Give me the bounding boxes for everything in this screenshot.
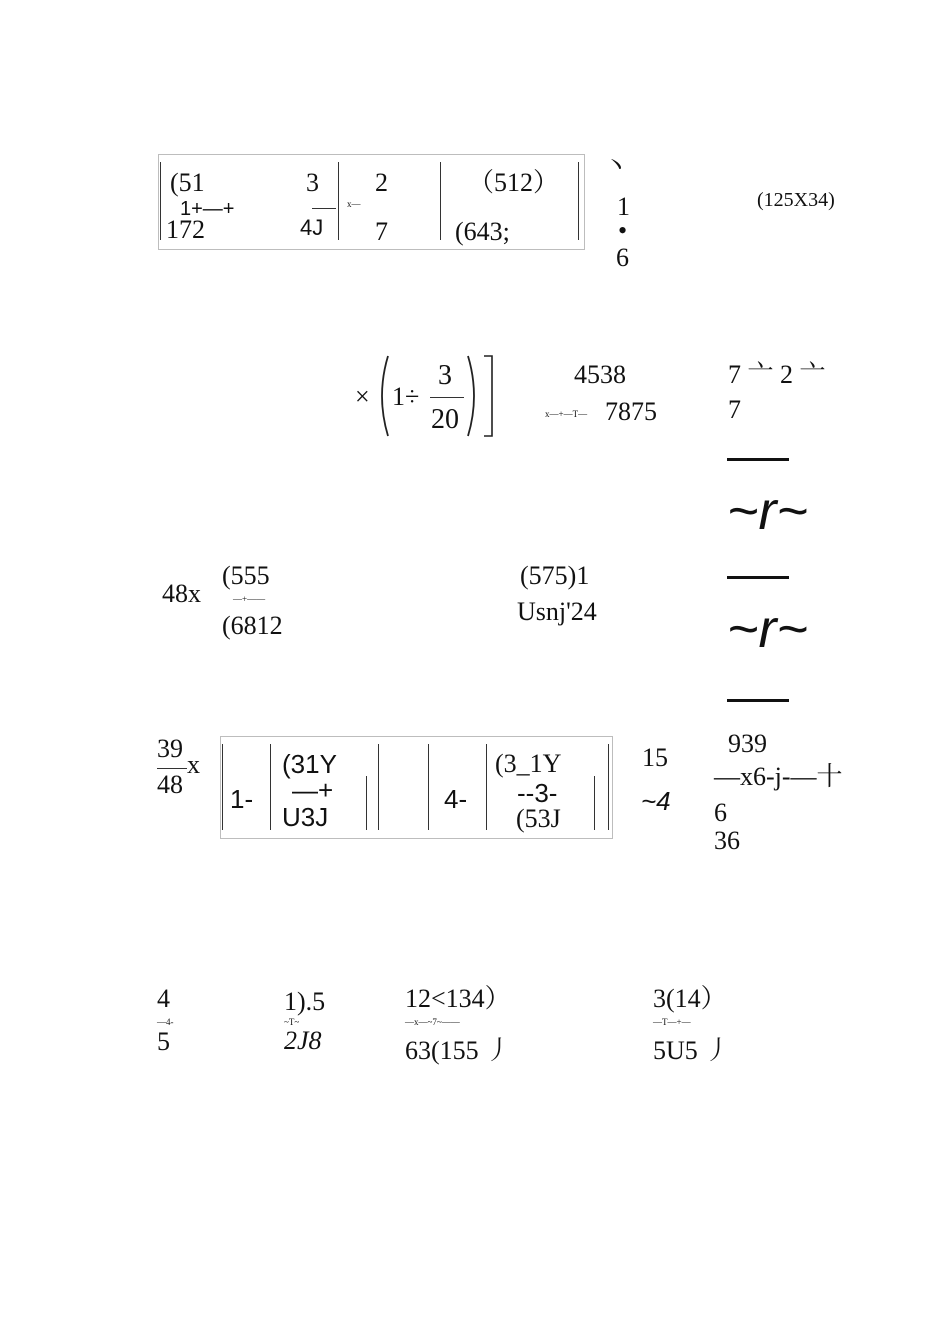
row4-rr-6: 6 <box>714 798 727 827</box>
row1-col3-top: （512） <box>468 168 560 197</box>
row4-b-1: 1- <box>230 784 254 814</box>
row5-b-bot-text: 2J8 <box>284 1026 322 1055</box>
row2-right-top: 7 亠 2 亠 <box>728 360 826 389</box>
row3-frac-top: (555 <box>222 561 270 590</box>
row4-r15: 15 <box>642 743 668 772</box>
row2-one-div: 1÷ <box>392 382 420 411</box>
row2-center-top: 4538 <box>574 360 626 389</box>
row1-x-small: x— <box>347 199 361 209</box>
row2-frac-den: 20 <box>431 404 459 435</box>
row4-b-3: --3- <box>517 778 558 808</box>
row4-left-x: x <box>187 750 200 779</box>
row4-div-1 <box>270 744 271 830</box>
row5-d-small: —T—+— <box>653 1017 691 1027</box>
row1-col3-bot: (643; <box>455 217 510 246</box>
right-col-bar-1 <box>727 458 789 461</box>
row5-c-top: 12<134） <box>405 984 511 1013</box>
row4-b-3-1y: (3_1Y <box>495 749 562 778</box>
row4-div-5 <box>486 744 487 830</box>
row3-frac-small: —+—— <box>233 594 266 604</box>
row1-a-den: 4J <box>300 215 324 240</box>
row4-div-0 <box>222 744 223 830</box>
row1-right-expr: (125X34) <box>757 189 835 211</box>
right-col-r1: ~r~ <box>727 481 809 541</box>
row1-side-1: 1 <box>617 192 630 221</box>
row4-left-num: 39 <box>157 734 183 763</box>
row1-a-bot: 172 <box>166 215 205 244</box>
row2-paren-right <box>466 354 482 438</box>
row4-rr-939: 939 <box>728 729 767 758</box>
row1-a-num: 3 <box>306 168 319 197</box>
row4-div-7 <box>608 744 609 830</box>
row1-a-top: (51 <box>170 168 205 197</box>
row1-col2-den: 7 <box>375 217 388 246</box>
row4-left-fracbar <box>157 768 187 769</box>
row4-b-u3j: U3J <box>282 802 329 832</box>
row5-c-bot: 63(155 丿 <box>405 1036 512 1065</box>
row3-48x: 48x <box>162 579 201 608</box>
row2-center-small: x—+—T— <box>545 409 588 419</box>
right-col-r2: ~r~ <box>727 599 809 659</box>
row4-left-den: 48 <box>157 770 183 799</box>
row4-b-31y: (31Y <box>282 749 337 779</box>
row4-rr-mid: —x6-j-—十 <box>714 762 843 791</box>
row5-b-bot <box>284 1028 322 1054</box>
row1-a-fracbar <box>312 208 336 209</box>
row5-a-small: —4- <box>157 1017 174 1027</box>
row1-div-2 <box>440 162 441 240</box>
row4-b-plus: —+ <box>292 775 334 805</box>
row4-div-3 <box>378 744 379 830</box>
row2-paren-left <box>374 354 390 438</box>
row1-box-left-bar <box>160 162 161 240</box>
row5-b-small: ~T~ <box>284 1017 300 1027</box>
row5-b-top: 1).5 <box>284 987 326 1016</box>
row2-fracbar <box>430 397 464 398</box>
row5-a-den: 5 <box>157 1027 170 1056</box>
row4-b-53j: (53J <box>516 804 561 833</box>
row5-d-bot: 5U5 丿 <box>653 1036 731 1065</box>
row4-div-2 <box>366 776 367 830</box>
row4-div-6 <box>594 776 595 830</box>
row1-a-mid: 1+—+ <box>180 198 235 220</box>
row1-side-6: 6 <box>616 243 629 272</box>
row4-b-4: 4- <box>444 784 468 814</box>
row1-div-1 <box>338 162 339 240</box>
row3-mid-bot: Usnj'24 <box>517 597 597 626</box>
row1-side-mark: 丶 <box>603 152 630 181</box>
row1-col2-num: 2 <box>375 168 388 197</box>
row5-d-top: 3(14） <box>653 984 727 1013</box>
row2-bracket-right <box>482 354 494 438</box>
row1-side-dot: • <box>618 216 628 245</box>
right-col-bar-3 <box>727 699 789 702</box>
row4-r4: ~4 <box>641 786 671 816</box>
row5-c-small: —x—~7~—— <box>405 1017 460 1027</box>
right-col-bar-2 <box>727 576 789 579</box>
row3-frac-bot: (6812 <box>222 611 283 640</box>
row1-div-3 <box>578 162 579 240</box>
row2-right-7: 7 <box>728 395 741 424</box>
row5-a-num: 4 <box>157 984 170 1013</box>
row2-frac-num: 3 <box>438 360 452 391</box>
row4-rr-36: 36 <box>714 826 740 855</box>
row2-times: × <box>355 382 370 411</box>
row3-mid-top: (575)1 <box>520 561 590 590</box>
row4-div-4 <box>428 744 429 830</box>
row2-center-val: 7875 <box>605 397 657 426</box>
